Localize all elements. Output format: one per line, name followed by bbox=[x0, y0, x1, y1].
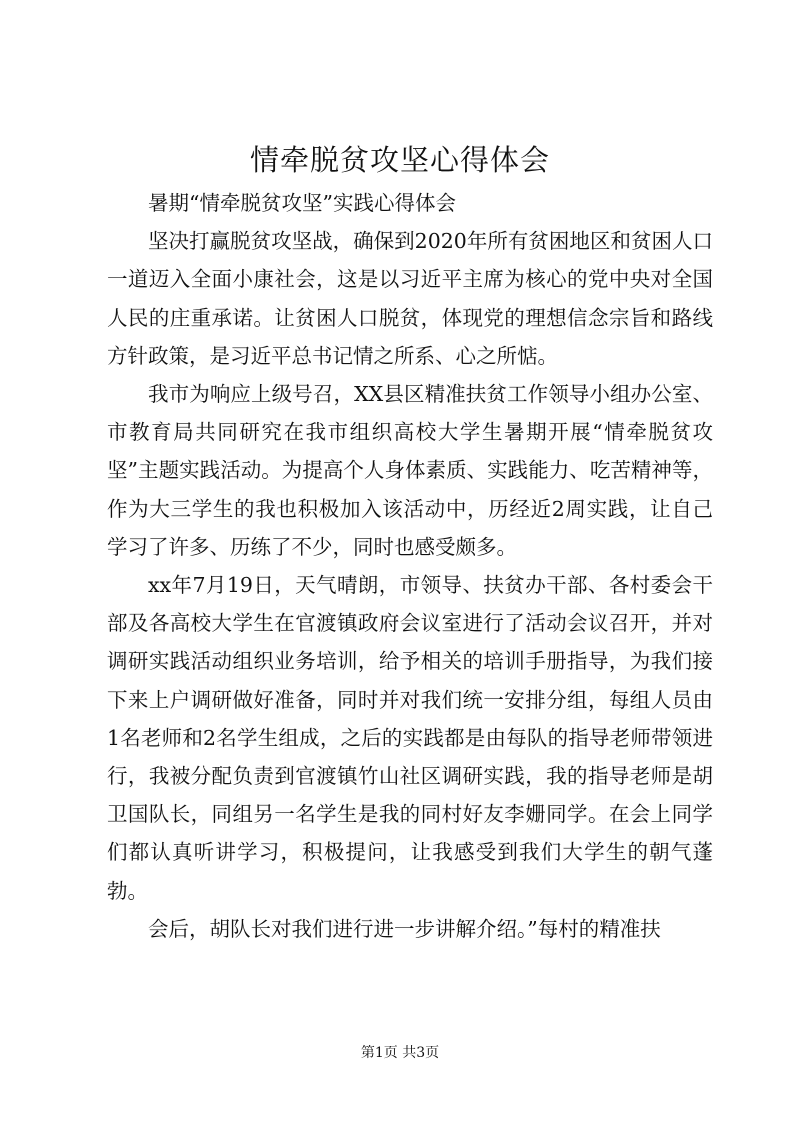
subtitle-paragraph: 暑期“情牵脱贫攻坚”实践心得体会 bbox=[148, 191, 456, 215]
body-paragraph: 坚决打赢脱贫攻坚战，确保到2020年所有贫困地区和贫困人口一道迈入全面小康社会，这是以习近平主席为核心的党中央对全国人民的庄重承诺。让贫困人口脱贫，体现党的理想信念宗旨和路线方针政策，是习近平总书记情之所系、心之所惦。 bbox=[107, 229, 713, 368]
document-title: 情牵脱贫攻坚心得体会 bbox=[249, 143, 550, 177]
document-body bbox=[107, 184, 713, 948]
body-paragraph: 会后，胡队长对我们进行进一步讲解介绍。”每村的精准扶 bbox=[148, 916, 661, 941]
page-number-footer: 第1页 共3页 bbox=[360, 1045, 440, 1061]
body-paragraph: 我市为响应上级号召，XX县区精准扶贫工作领导小组办公室、市教育局共同研究在我市组织高校大学生暑期开展“情牵脱贫攻坚”主题实践活动。为提高个人身体素质、实践能力、吃苦精神等，作为大三学生的我也积极加入该活动中，历经近2周实践，让自己学习了许多、历练了不少，同时也感受颇多。 bbox=[107, 382, 713, 559]
body-paragraph: xx年7月19日，天气晴朗，市领导、扶贫办干部、各村委会干部及各高校大学生在官渡镇政府会议室进行了活动会议召开，并对调研实践活动组织业务培训，给予相关的培训手册指导，为我们接下来上户调研做好准备，同时并对我们统一安排分组，每组人员由1名老师和2名学生组成，之后的实践都是由每队的指导老师带领进行，我被分配负责到官渡镇竹山社区调研实践，我的指导老师是胡卫国队长，同组另一名学生是我的同村好友李姗同学。在会上同学们都认真听讲学习，积极提问，让我感受到我们大学生的朝气蓬勃。 bbox=[107, 573, 713, 903]
